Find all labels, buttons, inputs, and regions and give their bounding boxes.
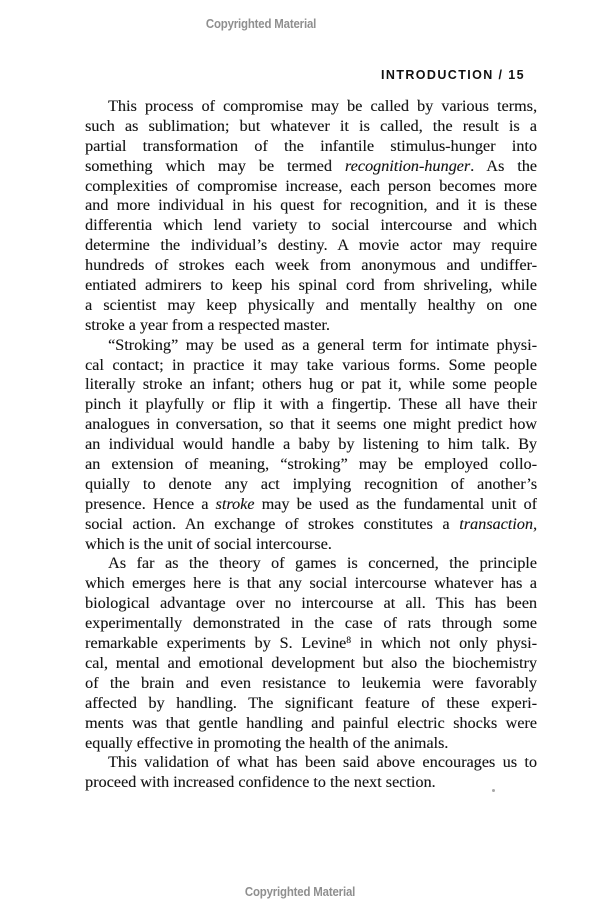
paragraph	[85, 753, 537, 793]
text-line	[85, 117, 537, 137]
text-segment: quially to denote any act implying recognition of another’s	[85, 474, 537, 493]
text-line	[85, 554, 537, 574]
text-segment: This process of compromise may be called by various terms,	[108, 97, 537, 115]
text-line	[85, 415, 537, 435]
text-segment: affected by handling. The significant feature of these experi-	[85, 693, 537, 712]
text-segment: of the brain and even resistance to leukemia were favorably	[85, 673, 537, 692]
text-segment: which is the unit of social intercourse.	[85, 534, 332, 553]
text-segment: complexities of compromise increase, each person becomes more	[85, 176, 537, 195]
paragraph	[85, 554, 537, 753]
body-text	[85, 97, 537, 793]
running-head: INTRODUCTION / 15	[381, 68, 525, 82]
text-segment: a scientist may keep physically and mentally healthy on one	[85, 295, 537, 314]
text-segment: such as sublimation; but whatever it is called, the result is a	[85, 116, 537, 135]
text-segment: and more individual in his quest for recognition, and it is these	[85, 196, 537, 215]
text-segment: proceed with increased confidence to the next section.	[85, 773, 436, 792]
text-line	[85, 97, 537, 117]
text-line	[85, 395, 537, 415]
text-line	[85, 316, 537, 336]
text-line	[85, 535, 537, 555]
text-segment: recognition-hunger	[344, 156, 471, 175]
scan-speck	[492, 789, 495, 792]
text-segment: differentia which lend variety to social intercourse and which	[85, 216, 537, 235]
text-segment: remarkable experiments by S. Levine	[85, 634, 347, 653]
text-line	[85, 177, 537, 197]
text-line	[85, 216, 537, 236]
text-segment: social action. An exchange of strokes constitutes a	[85, 514, 460, 533]
text-segment: “Stroking” may be used as a general term for intimate physi-	[108, 335, 537, 354]
text-line	[85, 753, 537, 773]
text-line	[85, 256, 537, 276]
text-segment: presence. Hence a	[85, 494, 216, 513]
text-line	[85, 435, 537, 455]
text-segment: literally stroke an infant; others hug or pat it, while some people	[85, 375, 537, 394]
copyright-notice-bottom: Copyrighted Material	[244, 884, 356, 899]
text-segment: experimentally demonstrated in the case of rats through some	[85, 614, 537, 633]
text-line	[85, 356, 537, 376]
text-line	[85, 654, 537, 674]
copyright-notice-top: Copyrighted Material	[205, 16, 317, 31]
paragraph	[85, 97, 537, 336]
text-segment: entiated admirers to keep his spinal cord from shriveling, while	[85, 276, 537, 295]
text-segment: which emerges here is that any social intercourse whatever has a	[85, 574, 537, 593]
text-line	[85, 714, 537, 734]
text-segment: equally effective in promoting the health of the animals.	[85, 733, 449, 752]
text-line	[85, 574, 537, 594]
text-line	[85, 634, 537, 654]
text-segment: hundreds of strokes each week from anonymous and undiffer-	[85, 256, 537, 275]
text-segment: in which not only physi-	[350, 634, 537, 653]
text-line	[85, 375, 537, 395]
text-segment: transaction,	[459, 514, 537, 533]
text-segment: pinch it playfully or flip it with a fingertip. These all have their	[85, 395, 537, 414]
text-line	[85, 236, 537, 256]
text-segment: . As the	[470, 156, 537, 175]
text-line	[85, 137, 537, 157]
text-segment: determine the individual’s destiny. A movie actor may require	[85, 236, 537, 255]
text-segment: an individual would handle a baby by listening to him talk. By	[85, 435, 537, 454]
text-segment: cal, mental and emotional development but also the biochemistry	[85, 653, 537, 672]
text-line	[85, 455, 537, 475]
text-segment: partial transformation of the infantile stimulus-hunger into	[85, 136, 537, 155]
text-segment: This validation of what has been said above encourages us to	[108, 753, 537, 772]
text-segment: ments was that gentle handling and painful electric shocks were	[85, 713, 537, 732]
text-line	[85, 734, 537, 754]
text-line	[85, 594, 537, 614]
text-segment: biological advantage over no intercourse at all. This has been	[85, 594, 537, 613]
text-line	[85, 157, 537, 177]
text-line	[85, 773, 537, 793]
text-line	[85, 196, 537, 216]
text-segment: stroke	[215, 494, 255, 513]
text-line	[85, 336, 537, 356]
text-line	[85, 674, 537, 694]
text-segment: something which may be termed	[85, 156, 345, 175]
text-segment: As far as the theory of games is concerned, the principle	[108, 554, 537, 573]
text-segment: cal contact; in practice it may take various forms. Some people	[85, 355, 537, 374]
text-segment: analogues in conversation, so that it seems one might predict how	[85, 415, 537, 434]
text-line	[85, 475, 537, 495]
text-line	[85, 495, 537, 515]
text-line	[85, 694, 537, 714]
text-line	[85, 614, 537, 634]
text-segment: may be used as the fundamental unit of	[254, 494, 537, 513]
paragraph	[85, 336, 537, 555]
text-segment: stroke a year from a respected master.	[85, 315, 330, 334]
text-line	[85, 515, 537, 535]
footnote-marker: 8	[346, 636, 351, 647]
text-line	[85, 276, 537, 296]
text-segment: an extension of meaning, “stroking” may be employed collo-	[85, 455, 537, 474]
text-line	[85, 296, 537, 316]
